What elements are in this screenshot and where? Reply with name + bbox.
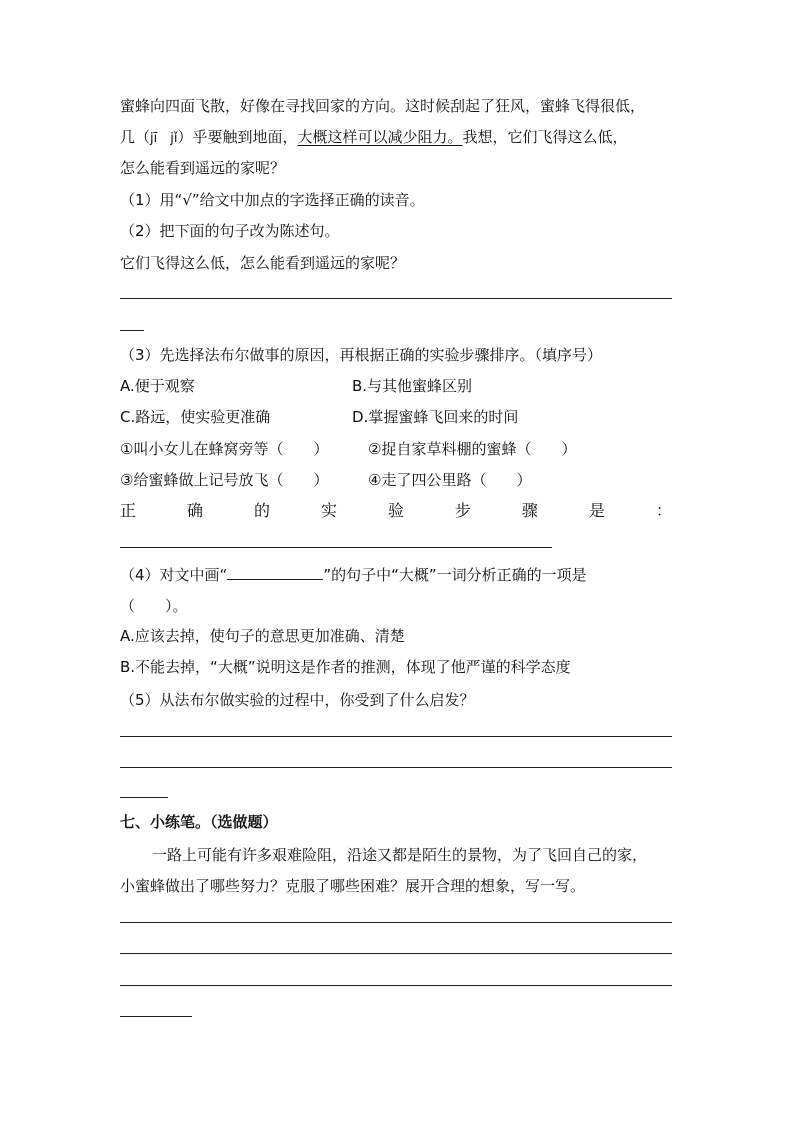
question-5: （5）从法布尔做实验的过程中，你受到了什么启发？ — [120, 691, 475, 709]
passage-line-1: 蜜蜂向四面飞散，好像在寻找回家的方向。这时候刮起了狂风，蜜蜂飞得很低， — [120, 97, 646, 115]
question-2-sentence: 它们飞得这么低，怎么能看到遥远的家呢？ — [120, 254, 406, 272]
option-b: B.与其他蜜蜂区别 — [352, 377, 473, 395]
order-char: 验 — [387, 501, 404, 520]
question-4 — [120, 565, 587, 585]
answer-line-q5-end[interactable] — [120, 797, 168, 798]
order-char: 正 — [120, 501, 137, 520]
order-char: 实 — [320, 501, 337, 520]
question-1: （1）用“√”给文中加点的字选择正确的读音。 — [120, 191, 425, 209]
answer-line-q2-end[interactable] — [120, 330, 144, 331]
step-2[interactable]: ②捉自家草料棚的蜜蜂（ ） — [368, 440, 577, 458]
step-4[interactable]: ④走了四公里路（ ） — [368, 471, 532, 489]
step-1[interactable]: ①叫小女儿在蜂窝旁等（ ） — [120, 440, 329, 458]
writing-line-3[interactable] — [120, 985, 672, 986]
question-4-answer-blank[interactable]: （ ）。 — [120, 597, 188, 615]
option-a: A.便于观察 — [120, 377, 195, 395]
answer-line-q5-1[interactable] — [120, 736, 672, 737]
option-c: C.路远，使实验更准确 — [120, 408, 271, 426]
passage-line-2-start: 几（ — [120, 128, 151, 146]
question-3: （3）先选择法布尔做事的原因，再根据正确的实验步骤排序。（填序号） — [120, 346, 603, 364]
order-char: 步 — [454, 501, 471, 520]
option-d: D.掌握蜜蜂飞回来的时间 — [352, 408, 519, 426]
q4-option-a: A.应该去掉，使句子的意思更加准确、清楚 — [120, 627, 405, 645]
answer-line-q3[interactable] — [120, 547, 552, 548]
correct-order-label — [120, 501, 672, 521]
section-7-title: 七、小练笔。（选做题） — [120, 813, 278, 831]
order-char: 确 — [186, 501, 203, 520]
question-4-end: ”的句子中“大概”一词分析正确的一项是 — [323, 566, 587, 584]
underline-sample — [227, 565, 323, 580]
order-char: 是 — [588, 501, 605, 520]
writing-line-end[interactable] — [120, 1016, 192, 1017]
section-7-prompt-2: 小蜜蜂做出了哪些努力？克服了哪些困难？展开合理的想象，写一写。 — [120, 877, 586, 895]
question-2: （2）把下面的句子改为陈述句。 — [120, 222, 340, 240]
writing-line-2[interactable] — [120, 953, 672, 954]
passage-line-2-mid: ）乎要触到地面， — [177, 128, 298, 146]
passage-line-2 — [120, 127, 628, 149]
step-3[interactable]: ③给蜜蜂做上记号放飞（ ） — [120, 471, 329, 489]
underlined-sentence: 大概这样可以减少阻力。 — [297, 128, 463, 146]
passage-line-3: 怎么能看到遥远的家呢？ — [120, 159, 286, 177]
order-char: ： — [655, 501, 672, 520]
order-char: 骤 — [521, 501, 538, 520]
section-7-prompt-1: 一路上可能有许多艰难险阻，沿途又都是陌生的景物，为了飞回自己的家， — [152, 846, 648, 864]
writing-line-1[interactable] — [120, 922, 672, 923]
answer-line-q2[interactable] — [120, 298, 672, 299]
question-4-start: （4）对文中画“ — [120, 566, 228, 584]
order-char: 的 — [253, 501, 270, 520]
pinyin-choices: jī jǐ — [150, 131, 178, 146]
passage-line-2-end: 我想，它们飞得这么低， — [462, 128, 628, 146]
q4-option-b: B.不能去掉，“大概”说明这是作者的推测，体现了他严谨的科学态度 — [120, 658, 571, 676]
answer-line-q5-2[interactable] — [120, 767, 672, 768]
